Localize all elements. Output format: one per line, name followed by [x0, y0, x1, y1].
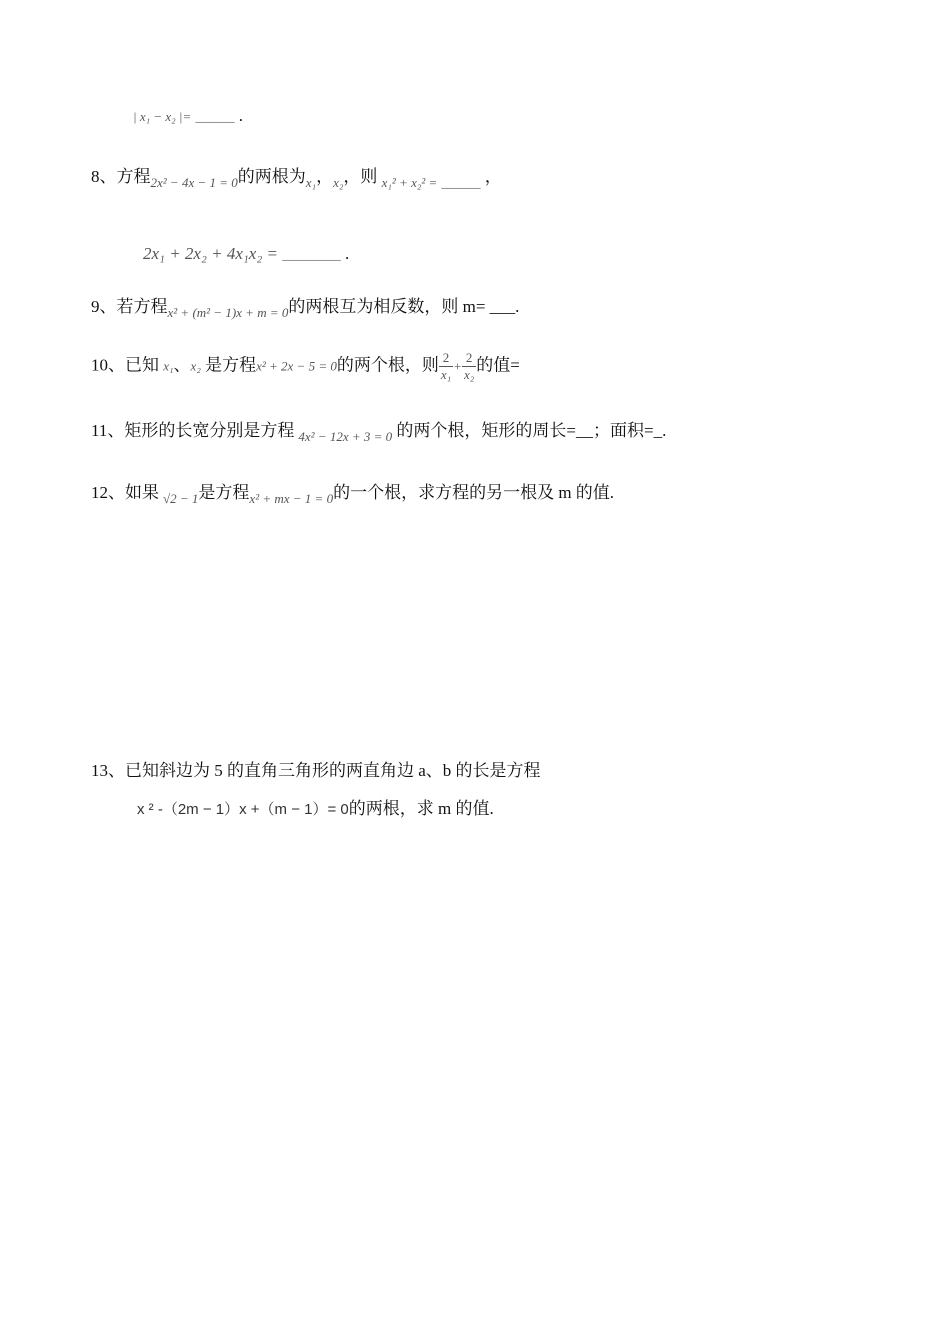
q10-root-x2: x₂ — [190, 358, 201, 374]
q8-period: . — [345, 244, 350, 263]
q10-text-4: 的值= — [476, 355, 520, 375]
q8-text-3: ，则 — [343, 167, 378, 186]
q10-number: 10、 — [91, 355, 125, 375]
q10-root-x1: x₁ — [163, 358, 174, 374]
q9-text-1: 若方程 — [116, 297, 168, 316]
q12-text-3: 的一个根，求方程的另一根及 m 的值. — [333, 483, 615, 502]
q12-text-2: 是方程 — [198, 483, 250, 502]
q8-expression-2: 2x₁ + 2x₂ + 4x₁x₂ = — [143, 244, 278, 263]
q7-expression: | x₁ − x₂ |= — [133, 109, 192, 124]
q8-answer-blank-2[interactable]: _________ — [282, 247, 341, 262]
q10-text-3: 的两个根，则 — [336, 355, 439, 375]
q12-equation: x² + mx − 1 = 0 — [249, 491, 334, 506]
q10-fraction-1-denominator: x₁ — [440, 367, 452, 382]
q8-root-x2: x₂ — [333, 175, 344, 190]
q11-equation: 4x² − 12x + 3 = 0 — [298, 429, 393, 444]
q13-text-1: 已知斜边为 5 的直角三角形的两直角边 a、b 的长是方程 — [125, 761, 541, 780]
q12-root-value: √2 − 1 — [163, 491, 199, 506]
q8-expression-1: x₁² + x₂² = — [381, 175, 438, 190]
q9-text-2: 的两根互为相反数，则 m= — [288, 297, 486, 316]
q12-number: 12、 — [91, 483, 125, 502]
q10-equation: x² + 2x − 5 = 0 — [256, 358, 337, 374]
q13-number: 13、 — [91, 761, 125, 780]
q8-number: 8、 — [91, 167, 117, 186]
q8-comma: ， — [484, 167, 502, 186]
q8-text-2: 的两根为 — [237, 167, 306, 186]
q13-text-2: 的两根，求 m 的值. — [348, 799, 494, 818]
q13-line-1 — [91, 756, 541, 781]
q11-answer-blank-2[interactable]: _ — [653, 421, 663, 440]
q7-answer-blank[interactable]: ______ — [195, 109, 235, 124]
q13-equation: x ² -（2m − 1）x +（m − 1）= 0 — [137, 801, 349, 818]
q8-line-1 — [91, 162, 502, 190]
q7-period: . — [238, 106, 244, 125]
q11-answer-blank-1[interactable]: __ — [575, 421, 593, 440]
q9-equation: x² + (m² − 1)x + m = 0 — [167, 305, 289, 320]
q10-fraction-2-numerator: 2 — [462, 350, 476, 367]
q10-line — [91, 350, 520, 383]
q9-number: 9、 — [91, 297, 117, 316]
q8-separator: ， — [316, 167, 334, 186]
q10-fraction-1 — [439, 350, 453, 383]
q11-number: 11、 — [91, 421, 125, 440]
q8-equation: 2x² − 4x − 1 = 0 — [150, 175, 238, 190]
q10-fraction-1-numerator: 2 — [439, 350, 453, 367]
q10-text-1: 已知 — [125, 355, 159, 375]
q13-line-2 — [137, 794, 494, 819]
q9-period: . — [515, 297, 520, 316]
q12-text-1: 如果 — [125, 483, 159, 502]
q10-text-2: 是方程 — [205, 355, 257, 375]
q8-line-2 — [143, 244, 349, 264]
q7-line — [133, 106, 243, 126]
q8-text-1: 方程 — [116, 167, 151, 186]
q11-text-1: 矩形的长宽分别是方程 — [124, 421, 295, 440]
q10-plus: + — [453, 358, 462, 374]
q8-root-x1: x₁ — [305, 175, 317, 190]
q11-text-3: ；面积= — [592, 421, 654, 440]
q9-answer-blank[interactable]: ___ — [489, 297, 516, 316]
q9-line — [91, 292, 520, 320]
q11-line — [91, 416, 667, 444]
q12-line — [91, 478, 615, 506]
q11-period: . — [662, 421, 667, 440]
q10-fraction-2-denominator: x₂ — [463, 367, 475, 382]
q10-fraction-2 — [462, 350, 476, 383]
q11-text-2: 的两个根，矩形的周长= — [396, 421, 576, 440]
q10-separator: 、 — [173, 355, 191, 375]
q8-answer-blank-1[interactable]: ______ — [441, 175, 481, 190]
